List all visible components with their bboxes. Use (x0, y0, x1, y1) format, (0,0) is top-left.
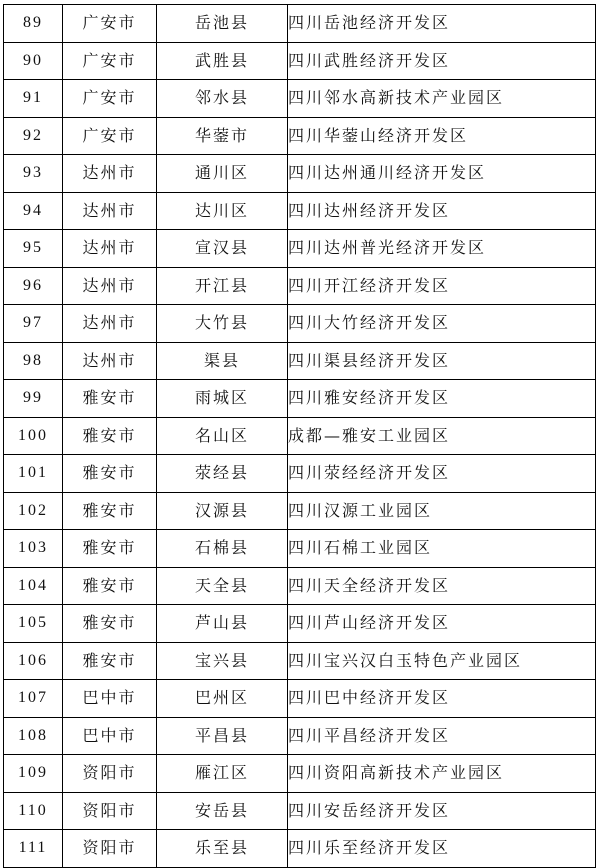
city-cell: 雅安市 (63, 455, 157, 493)
city-cell: 资阳市 (63, 792, 157, 830)
city-cell: 资阳市 (63, 755, 157, 793)
county-cell: 邻水县 (157, 80, 288, 118)
table-body (4, 5, 596, 868)
city-cell: 达州市 (63, 230, 157, 268)
park-name-cell: 四川天全经济开发区 (288, 567, 596, 605)
city-cell: 雅安市 (63, 417, 157, 455)
row-number-cell: 101 (4, 455, 63, 493)
row-number-cell: 108 (4, 717, 63, 755)
row-number-cell: 92 (4, 117, 63, 155)
table-row (4, 192, 596, 230)
row-number-cell: 94 (4, 192, 63, 230)
table-row (4, 567, 596, 605)
table-row (4, 642, 596, 680)
park-name-cell: 四川武胜经济开发区 (288, 42, 596, 80)
city-cell: 巴中市 (63, 717, 157, 755)
county-cell: 乐至县 (157, 830, 288, 868)
county-cell: 雁江区 (157, 755, 288, 793)
table-row (4, 5, 596, 43)
park-name-cell: 四川荥经经济开发区 (288, 455, 596, 493)
park-name-cell: 四川渠县经济开发区 (288, 342, 596, 380)
county-cell: 石棉县 (157, 530, 288, 568)
row-number-cell: 106 (4, 642, 63, 680)
table-row (4, 755, 596, 793)
park-name-cell: 四川安岳经济开发区 (288, 792, 596, 830)
county-cell: 巴州区 (157, 680, 288, 718)
city-cell: 雅安市 (63, 642, 157, 680)
table-row (4, 455, 596, 493)
park-name-cell: 四川大竹经济开发区 (288, 305, 596, 343)
city-cell: 雅安市 (63, 530, 157, 568)
table-row (4, 342, 596, 380)
city-cell: 广安市 (63, 5, 157, 43)
city-cell: 雅安市 (63, 567, 157, 605)
park-name-cell: 四川岳池经济开发区 (288, 5, 596, 43)
city-cell: 巴中市 (63, 680, 157, 718)
table-row (4, 117, 596, 155)
park-name-cell: 四川芦山经济开发区 (288, 605, 596, 643)
park-name-cell: 四川石棉工业园区 (288, 530, 596, 568)
row-number-cell: 96 (4, 267, 63, 305)
park-name-cell: 四川邻水高新技术产业园区 (288, 80, 596, 118)
row-number-cell: 102 (4, 492, 63, 530)
row-number-cell: 90 (4, 42, 63, 80)
city-cell: 达州市 (63, 305, 157, 343)
county-cell: 荥经县 (157, 455, 288, 493)
city-cell: 雅安市 (63, 605, 157, 643)
county-cell: 通川区 (157, 155, 288, 193)
county-cell: 平昌县 (157, 717, 288, 755)
county-cell: 名山区 (157, 417, 288, 455)
park-name-cell: 四川华蓥山经济开发区 (288, 117, 596, 155)
park-name-cell: 四川开江经济开发区 (288, 267, 596, 305)
row-number-cell: 107 (4, 680, 63, 718)
park-name-cell: 四川乐至经济开发区 (288, 830, 596, 868)
table-row (4, 155, 596, 193)
development-zone-table (3, 4, 596, 868)
city-cell: 达州市 (63, 155, 157, 193)
table-row (4, 605, 596, 643)
row-number-cell: 91 (4, 80, 63, 118)
table-row (4, 380, 596, 418)
row-number-cell: 95 (4, 230, 63, 268)
row-number-cell: 98 (4, 342, 63, 380)
table-row (4, 80, 596, 118)
city-cell: 广安市 (63, 117, 157, 155)
park-name-cell: 四川资阳高新技术产业园区 (288, 755, 596, 793)
row-number-cell: 97 (4, 305, 63, 343)
park-name-cell: 四川巴中经济开发区 (288, 680, 596, 718)
city-cell: 达州市 (63, 267, 157, 305)
county-cell: 宣汉县 (157, 230, 288, 268)
park-name-cell: 成都—雅安工业园区 (288, 417, 596, 455)
table-row (4, 230, 596, 268)
table-row (4, 305, 596, 343)
row-number-cell: 111 (4, 830, 63, 868)
park-name-cell: 四川达州普光经济开发区 (288, 230, 596, 268)
city-cell: 广安市 (63, 42, 157, 80)
city-cell: 雅安市 (63, 492, 157, 530)
row-number-cell: 89 (4, 5, 63, 43)
county-cell: 宝兴县 (157, 642, 288, 680)
table-row (4, 492, 596, 530)
county-cell: 汉源县 (157, 492, 288, 530)
county-cell: 达川区 (157, 192, 288, 230)
table-row (4, 792, 596, 830)
table-row (4, 680, 596, 718)
city-cell: 资阳市 (63, 830, 157, 868)
county-cell: 岳池县 (157, 5, 288, 43)
county-cell: 安岳县 (157, 792, 288, 830)
table-row (4, 267, 596, 305)
county-cell: 天全县 (157, 567, 288, 605)
park-name-cell: 四川雅安经济开发区 (288, 380, 596, 418)
city-cell: 达州市 (63, 342, 157, 380)
row-number-cell: 99 (4, 380, 63, 418)
row-number-cell: 103 (4, 530, 63, 568)
table-row (4, 530, 596, 568)
row-number-cell: 100 (4, 417, 63, 455)
county-cell: 芦山县 (157, 605, 288, 643)
park-name-cell: 四川宝兴汉白玉特色产业园区 (288, 642, 596, 680)
row-number-cell: 110 (4, 792, 63, 830)
row-number-cell: 93 (4, 155, 63, 193)
county-cell: 开江县 (157, 267, 288, 305)
county-cell: 大竹县 (157, 305, 288, 343)
park-name-cell: 四川达州通川经济开发区 (288, 155, 596, 193)
park-name-cell: 四川汉源工业园区 (288, 492, 596, 530)
city-cell: 广安市 (63, 80, 157, 118)
park-name-cell: 四川达州经济开发区 (288, 192, 596, 230)
county-cell: 华蓥市 (157, 117, 288, 155)
row-number-cell: 105 (4, 605, 63, 643)
city-cell: 雅安市 (63, 380, 157, 418)
table-row (4, 717, 596, 755)
table-row (4, 42, 596, 80)
park-name-cell: 四川平昌经济开发区 (288, 717, 596, 755)
city-cell: 达州市 (63, 192, 157, 230)
row-number-cell: 104 (4, 567, 63, 605)
table-row (4, 830, 596, 868)
county-cell: 雨城区 (157, 380, 288, 418)
county-cell: 武胜县 (157, 42, 288, 80)
row-number-cell: 109 (4, 755, 63, 793)
county-cell: 渠县 (157, 342, 288, 380)
table-row (4, 417, 596, 455)
